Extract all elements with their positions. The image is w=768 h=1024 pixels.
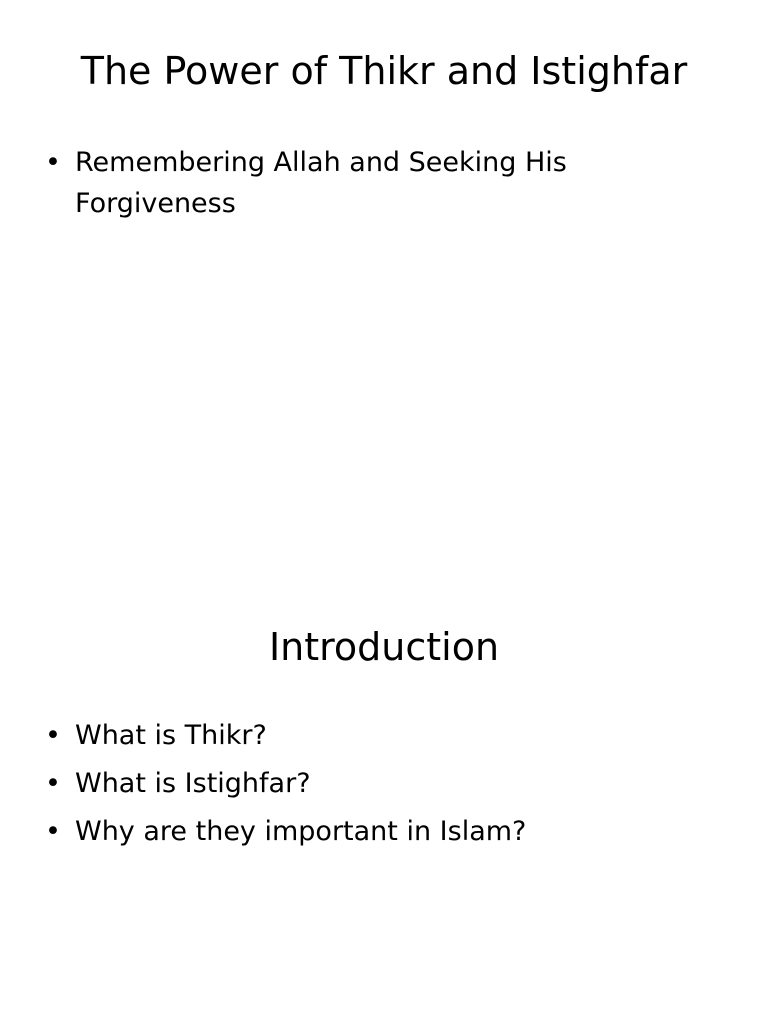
bullet-item: [40, 763, 620, 804]
slide-introduction: [0, 576, 768, 1024]
bullet-list: [40, 715, 620, 859]
bullet-icon: •: [45, 816, 61, 847]
bullet-item: [40, 142, 620, 224]
bullet-icon: •: [45, 768, 61, 799]
bullet-item: [40, 715, 620, 756]
bullet-icon: •: [45, 147, 61, 178]
bullet-text: What is Thikr?: [75, 720, 267, 751]
slide-title: Introduction: [268, 625, 500, 669]
bullet-text: What is Istighfar?: [75, 768, 311, 799]
bullet-item: [40, 811, 620, 852]
bullet-list: [40, 142, 620, 231]
bullet-icon: •: [45, 720, 61, 751]
bullet-text: Why are they important in Islam?: [75, 816, 527, 847]
bullet-text: Remembering Allah and Seeking His Forgiveness: [75, 147, 567, 219]
slide-title: The Power of Thikr and Istighfar: [80, 49, 688, 93]
